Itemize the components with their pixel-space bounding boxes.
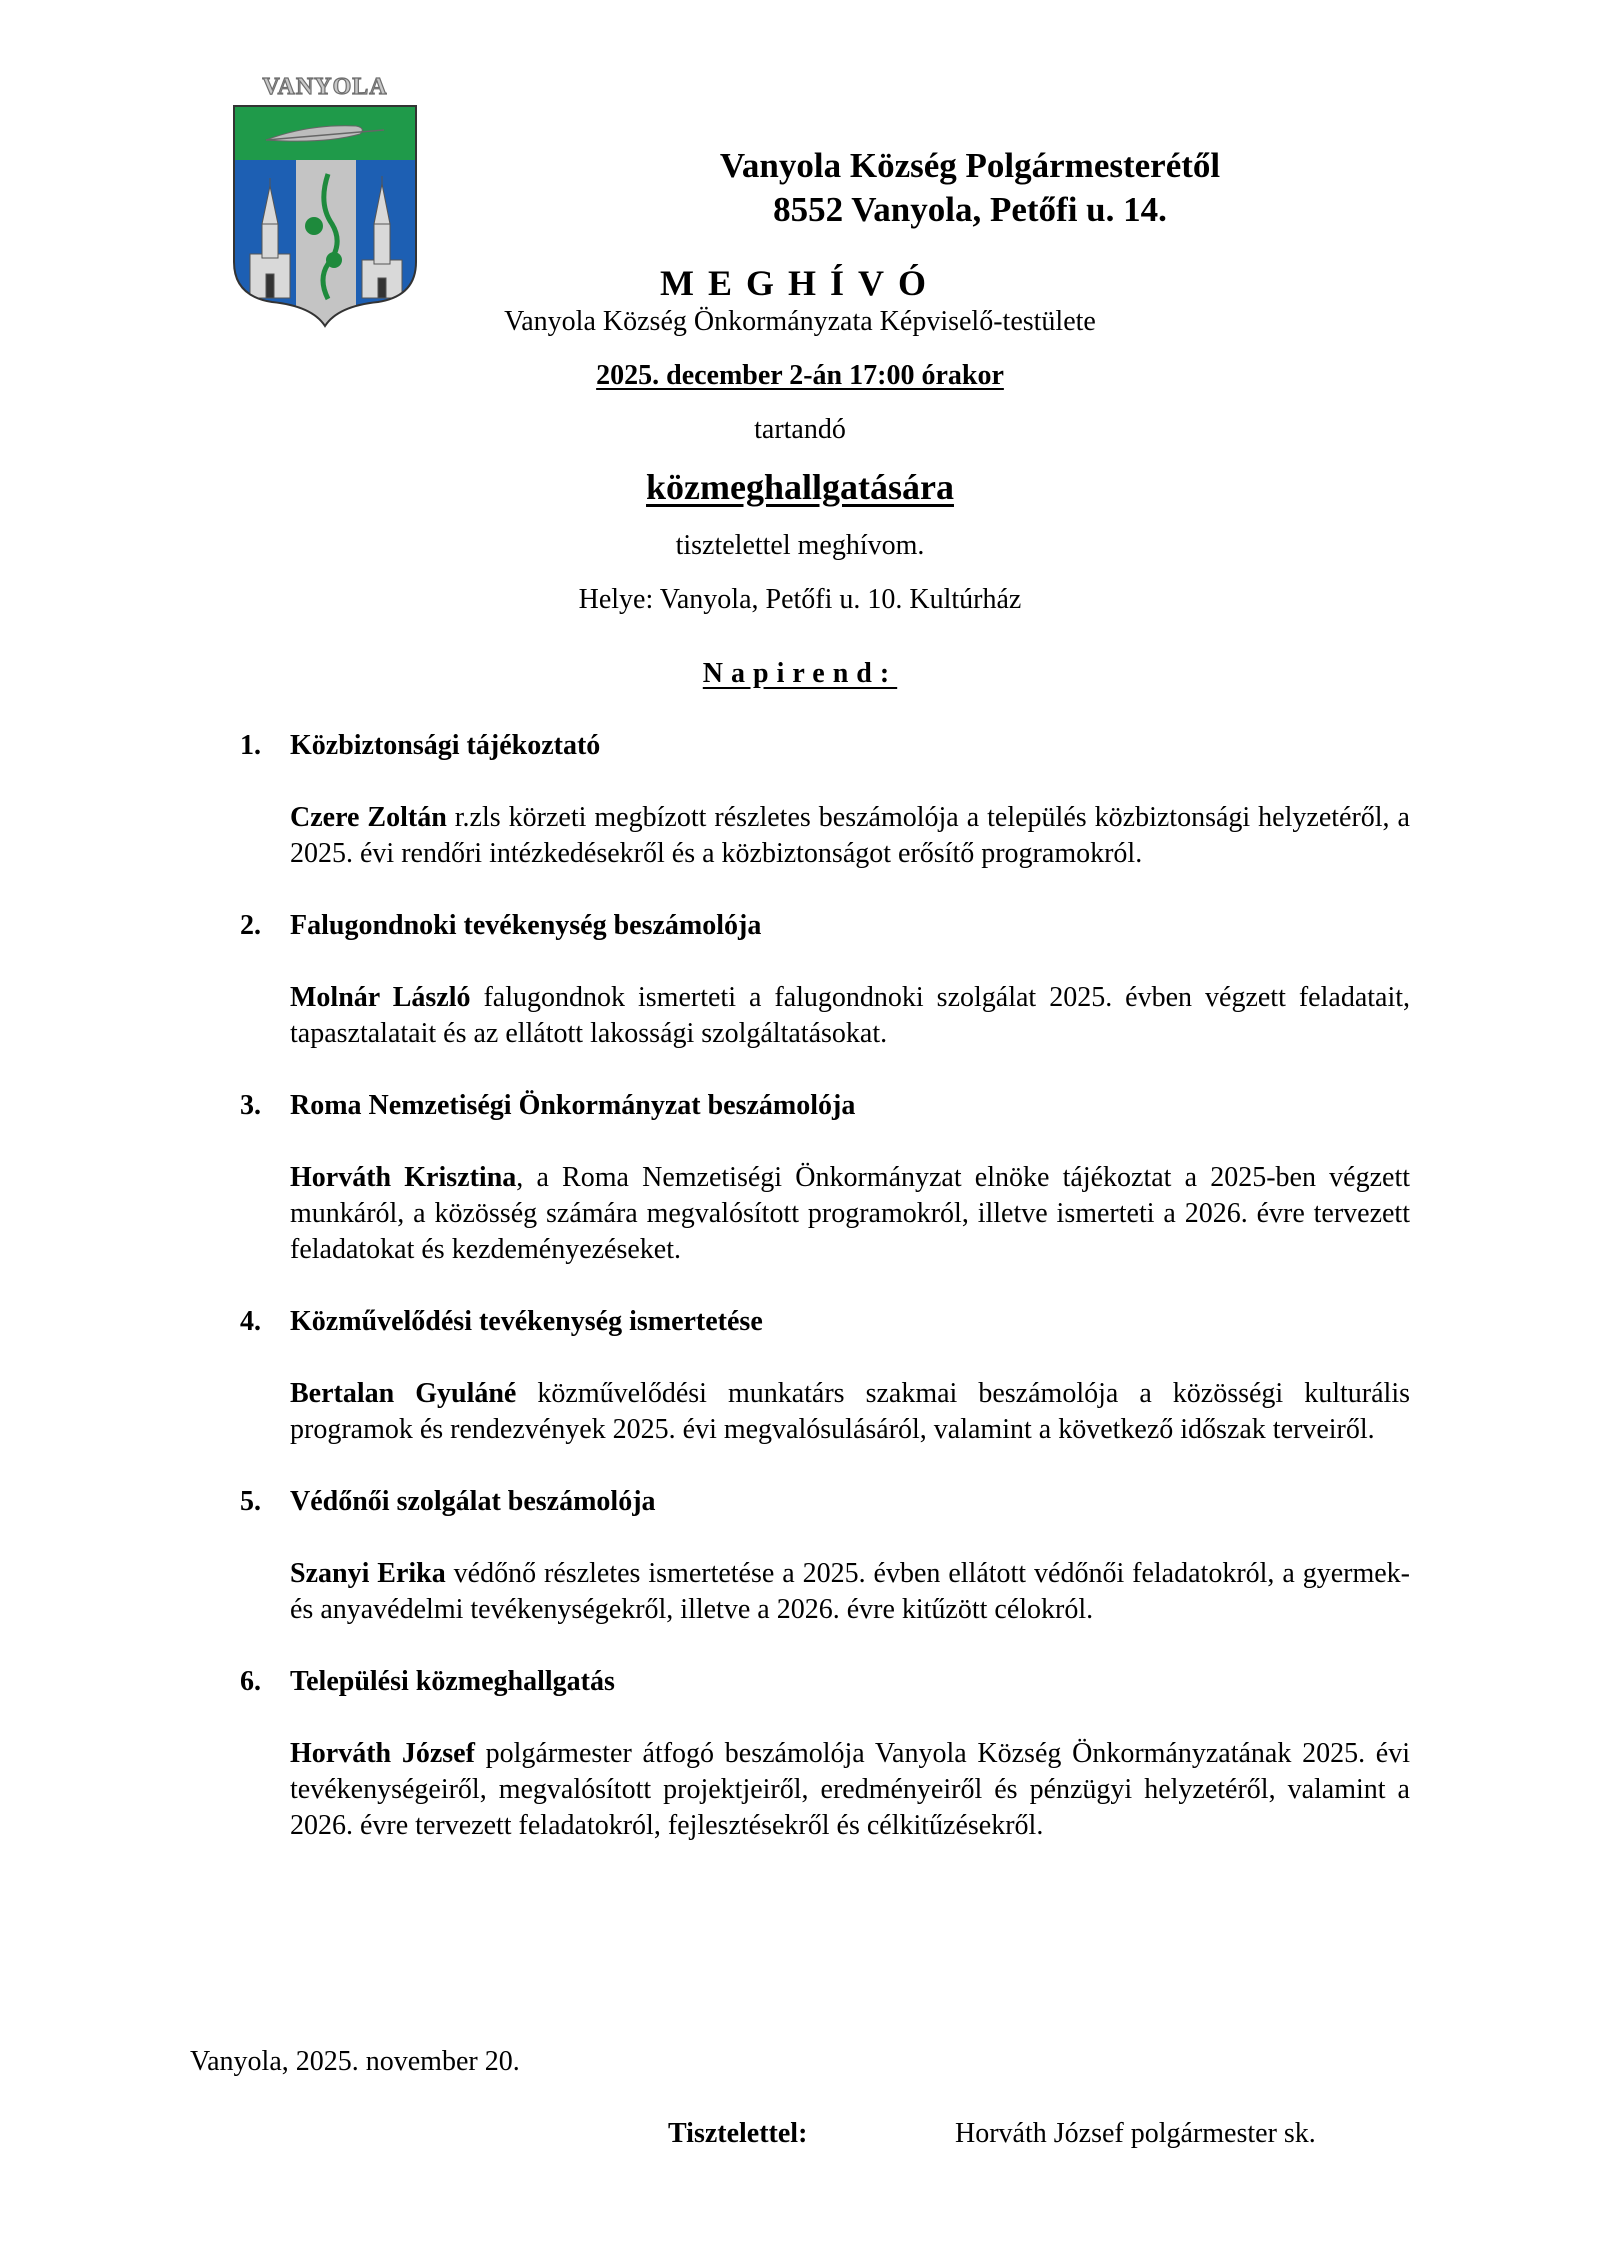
meeting-date: 2025. december 2-án 17:00 órakor — [596, 360, 1004, 391]
agenda-heading: Napirend: — [702, 658, 898, 689]
agenda-item — [240, 1304, 1410, 1448]
agenda-item-presenter: Bertalan Gyuláné — [290, 1378, 517, 1409]
coat-of-arms-icon — [228, 74, 422, 330]
agenda-item — [240, 728, 1410, 872]
agenda-item-presenter: Szanyi Erika — [290, 1558, 446, 1589]
agenda-item — [240, 908, 1410, 1052]
agenda-item-number: 2. — [240, 910, 261, 941]
agenda-item-number: 3. — [240, 1090, 261, 1121]
agenda-item-presenter: Horváth Krisztina — [290, 1162, 517, 1193]
agenda-item-presenter: Horváth József — [290, 1738, 475, 1769]
agenda-item-number: 5. — [240, 1486, 261, 1517]
agenda-item — [240, 1664, 1410, 1844]
agenda-item — [240, 1088, 1410, 1268]
agenda-item — [240, 1484, 1410, 1628]
agenda-item-presenter: Czere Zoltán — [290, 802, 447, 833]
agenda-item-title: Roma Nemzetiségi Önkormányzat beszámolója — [290, 1090, 856, 1121]
agenda-item-presenter: Molnár László — [290, 982, 471, 1013]
agenda-list — [240, 728, 1410, 1880]
closing-regards: Tisztelettel: — [668, 2118, 808, 2149]
invite-text: tisztelettel meghívom. — [675, 530, 925, 561]
agenda-item-number: 1. — [240, 730, 261, 761]
inviting-body: Vanyola Község Önkormányzata Képviselő-testülete — [504, 306, 1096, 337]
agenda-item-text: , a Roma Nemzetiségi Önkormányzat elnöke tájékoztat a 2025-ben végzett munkáról, a közösség számára megvalósított programokról, illetve ismerteti a 2026. évre tervezett feladatokat és kezdeményezéseket. — [290, 1162, 1410, 1265]
agenda-item-title: Települési közmeghallgatás — [290, 1666, 615, 1697]
event-name: közmeghallgatására — [646, 467, 954, 507]
agenda-item-title: Közművelődési tevékenység ismertetése — [290, 1306, 763, 1337]
agenda-item-text: falugondnok ismerteti a falugondnoki szolgálat 2025. évben végzett feladatait, tapasztalatait és az ellátott lakossági szolgáltatásokat. — [290, 982, 1411, 1049]
agenda-item-text: polgármester átfogó beszámolója Vanyola Község Önkormányzatának 2025. évi tevékenységeiről, megvalósított projektjeiről, eredményeiről és pénzügyi helyzetéről, valamint a 2026. évre tervezett feladatokról, fejlesztésekről és célkitűzésekről. — [290, 1738, 1410, 1841]
agenda-item-number: 4. — [240, 1306, 261, 1337]
agenda-item-text: védőnő részletes ismertetése a 2025. évben ellátott védőnői feladatokról, a gyermek- és anyavédelmi tevékenységekről, illetve a 2026. évre kitűzött célokról. — [290, 1558, 1411, 1625]
agenda-item-text: közművelődési munkatárs szakmai beszámolója a közösségi kulturális programok és rendezvények 2025. évi megvalósulásáról, valamint a következő időszak terveiről. — [290, 1378, 1410, 1445]
document-title: MEGHÍVÓ — [659, 263, 940, 303]
agenda-item-title: Közbiztonsági tájékoztató — [290, 730, 601, 761]
agenda-item-title: Falugondnoki tevékenység beszámolója — [290, 910, 762, 941]
place-and-date: Vanyola, 2025. november 20. — [190, 2046, 520, 2077]
sender-address: 8552 Vanyola, Petőfi u. 14. — [773, 190, 1167, 229]
crest-name: VANYOLA — [262, 74, 388, 100]
venue: Helye: Vanyola, Petőfi u. 10. Kultúrház — [578, 584, 1022, 615]
held-text: tartandó — [754, 414, 846, 445]
agenda-item-number: 6. — [240, 1666, 261, 1697]
signer: Horváth József polgármester sk. — [955, 2118, 1316, 2149]
sender-name: Vanyola Község Polgármesterétől — [719, 146, 1221, 185]
agenda-item-title: Védőnői szolgálat beszámolója — [290, 1486, 656, 1517]
agenda-item-text: r.zls körzeti megbízott részletes beszámolója a település közbiztonsági helyzetéről, a 2025. évi rendőri intézkedésekről és a közbiztonságot erősítő programokról. — [290, 802, 1410, 869]
